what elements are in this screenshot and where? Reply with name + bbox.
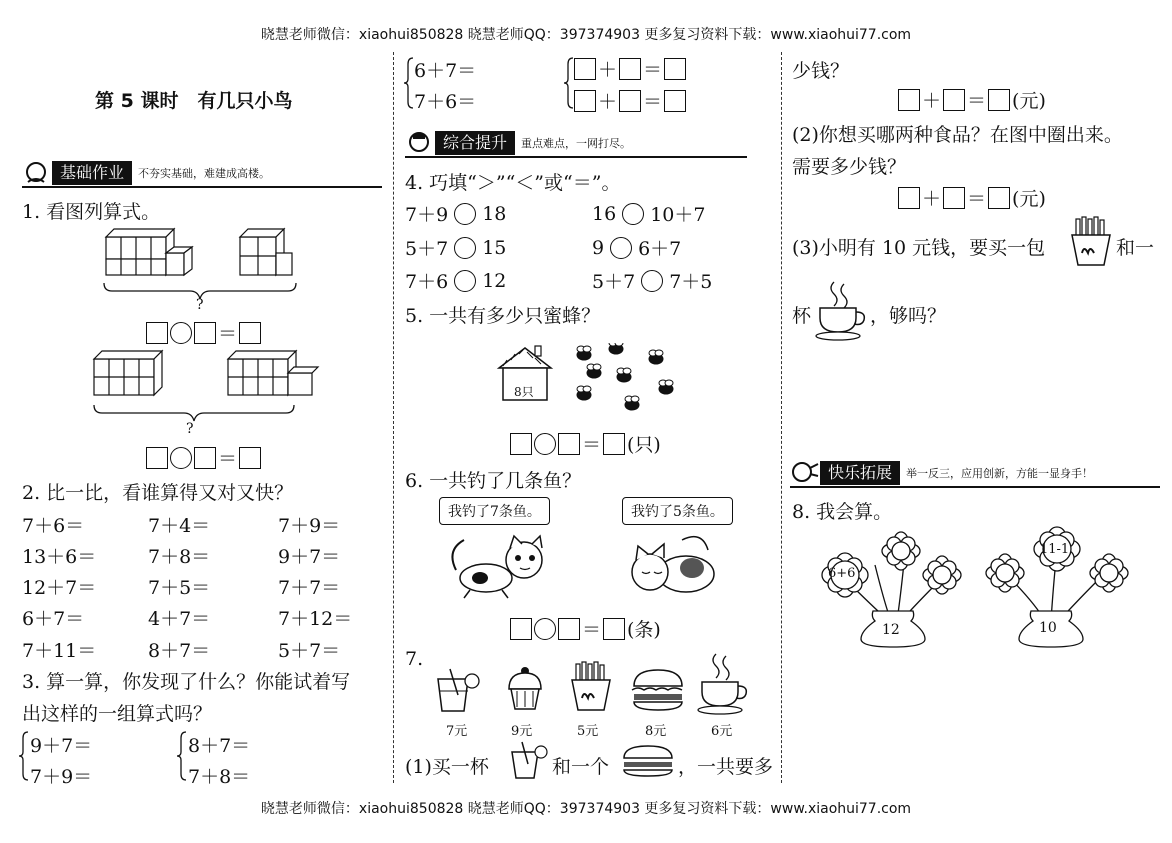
q7-part3-text: (3)小明有 10 元钱，要买一包 xyxy=(792,237,1046,259)
q7-part2-text: (2)你想买哪两种食品？在图中圈出来。 xyxy=(792,124,1123,146)
page-footer: 晓慧老师微信：xiaohui850828 晓慧老师QQ：397374903 更多复习资料下载：www.xiaohui77.com xyxy=(260,801,912,817)
q4-item xyxy=(592,267,712,294)
brace-icon xyxy=(18,730,30,782)
lesson-title: 第 5 课时 有几只小鸟 xyxy=(95,90,293,112)
answer-box[interactable] xyxy=(146,322,168,344)
answer-box[interactable] xyxy=(239,322,261,344)
q7-part3-text: 杯 xyxy=(792,305,812,327)
speech-bubble-2: 我钓了5条鱼。 xyxy=(622,497,733,525)
q3-text-line2: 出这样的一组算式吗？ xyxy=(22,703,213,725)
unit-label: (条) xyxy=(627,619,661,641)
q3-eq: 9＋7＝ xyxy=(30,735,93,757)
section-header-comprehensive xyxy=(405,130,631,156)
section-header-basic xyxy=(22,160,270,186)
juice-cup-icon xyxy=(432,665,482,715)
compare-circle[interactable] xyxy=(622,203,644,225)
q4-expr: 16 xyxy=(592,202,617,225)
compare-circle[interactable] xyxy=(454,270,476,292)
price-label: 7元 xyxy=(446,724,468,739)
q3-eq: 7＋9＝ xyxy=(30,766,93,788)
mascot-icon xyxy=(405,130,435,156)
q2-cell: 7＋5＝ xyxy=(148,577,211,599)
section-rule xyxy=(405,156,747,158)
q7-part1-equation: ＋ ＝ (元) xyxy=(898,86,1046,113)
column-divider xyxy=(393,52,394,783)
q3-blank-equation: ＋ ＝ xyxy=(574,55,686,82)
operator-circle[interactable] xyxy=(170,322,192,344)
answer-box[interactable] xyxy=(943,187,965,209)
unit-label: (元) xyxy=(1012,188,1046,210)
q3-eq: 7＋6＝ xyxy=(414,91,477,113)
answer-box[interactable] xyxy=(558,433,580,455)
q4-expr: 6＋7 xyxy=(638,238,682,260)
q1-equation-1: ＝ xyxy=(146,319,261,346)
question-mark: ? xyxy=(186,421,194,437)
q7-part2-text: 需要多少钱？ xyxy=(792,156,907,178)
operator-circle[interactable] xyxy=(534,618,556,640)
page-header: 晓慧老师微信：xiaohui850828 晓慧老师QQ：397374903 更多复习资料下载：www.xiaohui77.com xyxy=(260,27,912,43)
q7-part3-text: ，够吗？ xyxy=(870,305,947,327)
answer-box[interactable] xyxy=(619,90,641,112)
q2-cell: 8＋7＝ xyxy=(148,640,211,662)
answer-box[interactable] xyxy=(510,433,532,455)
hamburger-icon xyxy=(630,668,686,714)
q4-item xyxy=(405,200,506,227)
q2-text: 2. 比一比，看谁算得又对又快？ xyxy=(22,482,294,504)
answer-box[interactable] xyxy=(898,89,920,111)
q7-part1-text: 少钱？ xyxy=(792,60,850,82)
answer-box[interactable] xyxy=(574,58,596,80)
flower-expression: 11-1 xyxy=(1040,542,1070,557)
q1-text: 1. 看图列算式。 xyxy=(22,201,161,223)
q4-expr: 18 xyxy=(482,202,507,225)
compare-circle[interactable] xyxy=(610,237,632,259)
q6-text: 6. 一共钓了几条鱼？ xyxy=(405,470,582,492)
q4-expr: 9 xyxy=(592,236,605,259)
q5-equation: ＝ (只) xyxy=(510,430,661,457)
compare-circle[interactable] xyxy=(454,203,476,225)
answer-box[interactable] xyxy=(194,322,216,344)
q4-item xyxy=(592,234,681,261)
answer-box[interactable] xyxy=(988,187,1010,209)
q7-part3-text: 和一 xyxy=(1116,237,1155,259)
answer-box[interactable] xyxy=(603,433,625,455)
answer-box[interactable] xyxy=(664,58,686,80)
q4-expr: 12 xyxy=(482,269,507,292)
question-mark: ? xyxy=(196,297,204,313)
q2-cell: 7＋7＝ xyxy=(278,577,341,599)
vase-number: 12 xyxy=(882,622,900,638)
q2-cell: 7＋6＝ xyxy=(22,515,85,537)
q7-part2-equation: ＋ ＝ (元) xyxy=(898,184,1046,211)
cupcake-icon xyxy=(503,665,547,715)
compare-circle[interactable] xyxy=(454,237,476,259)
cat-fishing-icon xyxy=(446,530,556,605)
tea-cup-icon xyxy=(814,278,870,342)
price-label: 9元 xyxy=(511,724,533,739)
section-tag: 基础作业 xyxy=(52,161,132,185)
q4-expr: 15 xyxy=(482,236,507,259)
answer-box[interactable] xyxy=(146,447,168,469)
price-label: 8元 xyxy=(645,724,667,739)
q8-text: 8. 我会算。 xyxy=(792,501,893,523)
cube-groups-figure-2 xyxy=(90,347,320,432)
section-tip: 重点难点，一网打尽。 xyxy=(521,137,632,150)
sleeping-cat-icon xyxy=(622,530,722,600)
q2-cell: 4＋7＝ xyxy=(148,608,211,630)
answer-box[interactable] xyxy=(619,58,641,80)
column-divider xyxy=(781,52,782,783)
section-header-extension xyxy=(790,460,1093,486)
q2-cell: 13＋6＝ xyxy=(22,546,97,568)
q2-cell: 7＋12＝ xyxy=(278,608,353,630)
q2-cell: 7＋11＝ xyxy=(22,640,97,662)
q4-text: 4. 巧填“＞”“＜”或“＝”。 xyxy=(405,172,621,194)
section-tip: 不夯实基础，难建成高楼。 xyxy=(138,167,271,180)
q3-text-line1: 3. 算一算，你发现了什么？你能试着写 xyxy=(22,671,351,693)
answer-box[interactable] xyxy=(603,618,625,640)
unit-label: (只) xyxy=(627,434,661,456)
mascot-icon xyxy=(22,160,52,186)
q6-equation: ＝ (条) xyxy=(510,615,661,642)
answer-box[interactable] xyxy=(664,90,686,112)
vase-number: 10 xyxy=(1039,620,1057,636)
q4-expr: 10＋7 xyxy=(650,204,706,226)
q4-item xyxy=(405,234,506,261)
answer-box[interactable] xyxy=(988,89,1010,111)
q2-cell: 12＋7＝ xyxy=(22,577,97,599)
french-fries-icon xyxy=(1068,215,1114,270)
q7-part1-text: 和一个 xyxy=(552,756,610,778)
answer-box[interactable] xyxy=(558,618,580,640)
section-tag: 快乐拓展 xyxy=(820,461,900,485)
flower-expression: 6+6 xyxy=(828,566,856,581)
section-tag: 综合提升 xyxy=(435,131,515,155)
q2-cell: 9＋7＝ xyxy=(278,546,341,568)
bees-illustration xyxy=(570,343,690,418)
answer-box[interactable] xyxy=(239,447,261,469)
mascot-icon xyxy=(790,460,820,486)
unit-label: (元) xyxy=(1012,90,1046,112)
section-rule xyxy=(790,486,1160,488)
operator-circle[interactable] xyxy=(170,447,192,469)
tea-cup-icon xyxy=(696,650,752,716)
juice-cup-icon xyxy=(508,740,548,782)
answer-box[interactable] xyxy=(510,618,532,640)
hamburger-icon xyxy=(620,744,676,780)
q2-cell: 7＋9＝ xyxy=(278,515,341,537)
section-tip: 举一反三，应用创新，方能一显身手！ xyxy=(906,467,1094,480)
q3-eq: 7＋8＝ xyxy=(188,766,251,788)
q3-eq: 6＋7＝ xyxy=(414,60,477,82)
q2-cell: 7＋4＝ xyxy=(148,515,211,537)
answer-box[interactable] xyxy=(898,187,920,209)
answer-box[interactable] xyxy=(943,89,965,111)
speech-bubble-1: 我钓了7条鱼。 xyxy=(439,497,550,525)
q7-number: 7. xyxy=(405,648,424,670)
q2-cell: 5＋7＝ xyxy=(278,640,341,662)
french-fries-icon xyxy=(568,660,614,715)
q4-expr: 7＋9 xyxy=(405,204,449,226)
compare-circle[interactable] xyxy=(641,270,663,292)
q4-item xyxy=(405,267,506,294)
q4-expr: 7＋5 xyxy=(669,271,713,293)
q5-text: 5. 一共有多少只蜜蜂？ xyxy=(405,305,601,327)
q3-eq: 8＋7＝ xyxy=(188,735,251,757)
q2-cell: 7＋8＝ xyxy=(148,546,211,568)
q4-expr: 5＋7 xyxy=(405,238,449,260)
answer-box[interactable] xyxy=(194,447,216,469)
answer-box[interactable] xyxy=(574,90,596,112)
q2-cell: 6＋7＝ xyxy=(22,608,85,630)
brace-icon xyxy=(176,730,188,782)
q7-part1-text: (1)买一杯 xyxy=(405,756,489,778)
section-rule xyxy=(22,186,382,188)
q4-expr: 7＋6 xyxy=(405,271,449,293)
q4-expr: 5＋7 xyxy=(592,271,636,293)
price-label: 6元 xyxy=(711,724,733,739)
operator-circle[interactable] xyxy=(534,433,556,455)
q7-part1-text: ，一共要多 xyxy=(678,756,774,778)
beehive-label: 8只 xyxy=(514,385,534,399)
q1-equation-2: ＝ xyxy=(146,444,261,471)
price-label: 5元 xyxy=(577,724,599,739)
q3-blank-equation: ＋ ＝ xyxy=(574,87,686,114)
q4-item xyxy=(592,200,705,227)
